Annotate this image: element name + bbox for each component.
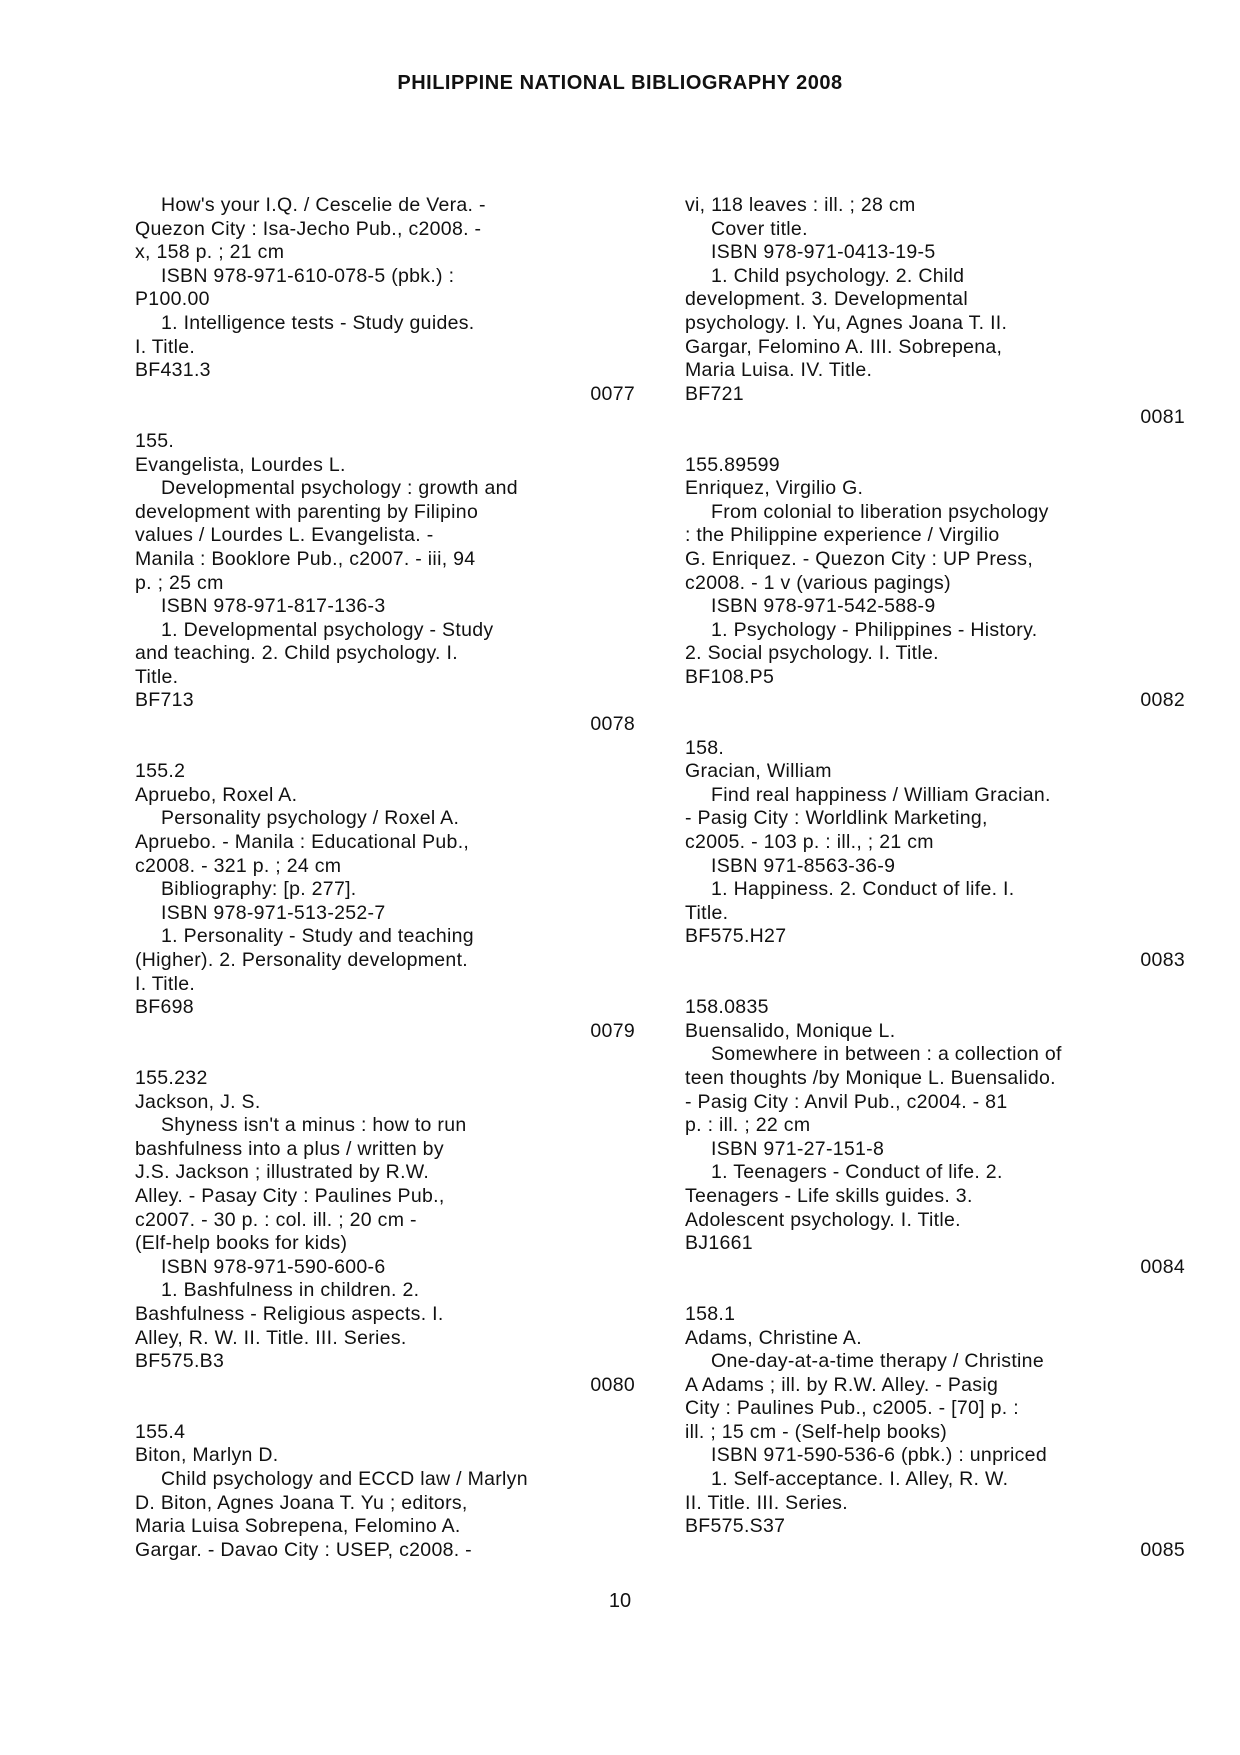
entry-line: Find real happiness / William Gracian.: [711, 783, 1051, 806]
entry-line: - Pasig City : Worldlink Marketing,: [685, 807, 988, 830]
entry-line: (Elf-help books for kids): [135, 1232, 348, 1255]
entry-line: Quezon City : Isa-Jecho Pub., c2008. -: [135, 217, 482, 240]
entry-spacer: [135, 406, 635, 430]
entry-line: G. Enriquez. - Quezon City : UP Press,: [685, 547, 1034, 570]
entry-line: ISBN 971-8563-36-9: [711, 854, 896, 877]
entry-line: ISBN 978-971-513-252-7: [161, 901, 386, 924]
entry-line: Title.: [685, 901, 729, 924]
entry-line: Title.: [135, 665, 179, 688]
entry-line: 1. Developmental psychology - Study: [161, 618, 494, 641]
entry-line: development. 3. Developmental: [685, 288, 968, 311]
entry-line: 155.2: [135, 760, 186, 783]
entry-line: : the Philippine experience / Virgilio: [685, 524, 1000, 547]
entry-line: ISBN 978-971-0413-19-5: [711, 241, 936, 264]
entry-line: BF431.3: [135, 359, 211, 382]
entry-line: Manila : Booklore Pub., c2007. - iii, 94: [135, 547, 476, 570]
entry-line: teen thoughts /by Monique L. Buensalido.: [685, 1066, 1056, 1089]
entry-line: Buensalido, Monique L.: [685, 1019, 896, 1042]
entry-line: 155.89599: [685, 453, 780, 476]
entry-line: 1. Happiness. 2. Conduct of life. I.: [711, 878, 1015, 901]
entry-line: D. Biton, Agnes Joana T. Yu ; editors,: [135, 1491, 468, 1514]
entry-line: BJ1661: [685, 1232, 753, 1255]
entry-line: 158.: [685, 736, 725, 759]
entry-line: ISBN 978-971-817-136-3: [161, 595, 386, 618]
entry-line: and teaching. 2. Child psychology. I.: [135, 642, 458, 665]
right-column: [685, 194, 1185, 1562]
entry-line: values / Lourdes L. Evangelista. -: [135, 524, 434, 547]
entry-line: Biton, Marlyn D.: [135, 1444, 279, 1467]
entry-line: Personality psychology / Roxel A.: [161, 807, 460, 830]
entry-spacer: [685, 1279, 1185, 1303]
entry-line: Somewhere in between : a collection of: [711, 1043, 1062, 1066]
entry-line: ISBN 978-971-590-600-6: [161, 1255, 386, 1278]
entry-line: Gargar, Felomino A. III. Sobrepena,: [685, 335, 1003, 358]
entry-line: vi, 118 leaves : ill. ; 28 cm: [685, 194, 916, 216]
entry-line: Shyness isn't a minus : how to run: [161, 1114, 467, 1137]
entry-line: c2008. - 1 v (various pagings): [685, 571, 951, 594]
entry-line: 1. Self-acceptance. I. Alley, R. W.: [711, 1468, 1009, 1491]
entry-line: c2008. - 321 p. ; 24 cm: [135, 854, 342, 877]
entry-line: Adolescent psychology. I. Title.: [685, 1208, 961, 1231]
entry-line: Maria Luisa Sobrepena, Felomino A.: [135, 1515, 461, 1538]
entry-line: 155.232: [135, 1066, 208, 1089]
entry-line: BF713: [135, 689, 194, 712]
entry-spacer: [135, 1397, 635, 1421]
entry-spacer: [685, 713, 1185, 737]
entry-line: 1. Child psychology. 2. Child: [711, 264, 965, 287]
entry-line: Teenagers - Life skills guides. 3.: [685, 1184, 973, 1207]
entry-line: psychology. I. Yu, Agnes Joana T. II.: [685, 311, 1008, 334]
entry-line: City : Paulines Pub., c2005. - [70] p. :: [685, 1397, 1019, 1420]
left-column: [135, 194, 635, 1562]
entry-number: 0079: [590, 1019, 635, 1042]
entry-line: p. ; 25 cm: [135, 571, 224, 594]
entry-line: 158.0835: [685, 996, 769, 1019]
page-number: 10: [608, 1590, 632, 1612]
entry-spacer: [685, 430, 1185, 454]
entry-line: ill. ; 15 cm - (Self-help books): [685, 1420, 948, 1443]
entry-line: Apruebo. - Manila : Educational Pub.,: [135, 831, 470, 854]
entry-line: Jackson, J. S.: [135, 1090, 261, 1113]
entry-line: Gargar. - Davao City : USEP, c2008. -: [135, 1538, 472, 1561]
entry-line: x, 158 p. ; 21 cm: [135, 241, 285, 264]
entry-line: Adams, Christine A.: [685, 1326, 862, 1349]
entry-line: 155.: [135, 429, 175, 452]
entry-line: One-day-at-a-time therapy / Christine: [711, 1350, 1044, 1373]
entry-spacer: [685, 973, 1185, 997]
entry-line: Apruebo, Roxel A.: [135, 783, 298, 806]
entry-line: Evangelista, Lourdes L.: [135, 453, 346, 476]
entry-line: I. Title.: [135, 335, 196, 358]
entry-spacer: [135, 1043, 635, 1067]
entry-line: 2. Social psychology. I. Title.: [685, 642, 939, 665]
entry-line: Cover title.: [711, 217, 808, 240]
entry-line: II. Title. III. Series.: [685, 1491, 848, 1514]
entry-spacer: [135, 737, 635, 761]
entry-number: 0085: [1140, 1538, 1185, 1561]
entry-line: BF575.S37: [685, 1515, 786, 1538]
entry-line: Bashfulness - Religious aspects. I.: [135, 1302, 444, 1325]
entry-line: Alley. - Pasay City : Paulines Pub.,: [135, 1184, 445, 1207]
entry-number: 0080: [590, 1373, 635, 1396]
entry-line: 1. Intelligence tests - Study guides.: [161, 311, 475, 334]
page-header: PHILIPPINE NATIONAL BIBLIOGRAPHY 2008: [397, 72, 843, 94]
entry-number: 0083: [1140, 949, 1185, 971]
entry-line: 155.4: [135, 1420, 186, 1443]
entry-line: c2007. - 30 p. : col. ill. ; 20 cm -: [135, 1208, 417, 1231]
entry-line: A Adams ; ill. by R.W. Alley. - Pasig: [685, 1373, 999, 1396]
entry-line: Gracian, William: [685, 760, 832, 783]
entry-line: 1. Psychology - Philippines - History.: [711, 618, 1038, 641]
entry-number: 0084: [1140, 1255, 1185, 1278]
entry-line: 1. Teenagers - Conduct of life. 2.: [711, 1161, 1003, 1184]
entry-line: 1. Personality - Study and teaching: [161, 925, 474, 948]
entry-line: P100.00: [135, 288, 210, 311]
entry-number: 0082: [1140, 689, 1185, 712]
entry-line: Developmental psychology : growth and: [161, 477, 518, 500]
entry-line: J.S. Jackson ; illustrated by R.W.: [135, 1161, 430, 1184]
entry-line: Child psychology and ECCD law / Marlyn: [161, 1468, 528, 1491]
entry-line: bashfulness into a plus / written by: [135, 1137, 444, 1160]
entry-number: 0077: [590, 382, 635, 405]
entry-line: c2005. - 103 p. : ill., ; 21 cm: [685, 831, 934, 854]
entry-line: From colonial to liberation psychology: [711, 500, 1049, 523]
entry-line: I. Title.: [135, 972, 196, 995]
entry-number: 0081: [1140, 406, 1185, 429]
entry-number: 0078: [590, 713, 635, 736]
entry-line: development with parenting by Filipino: [135, 500, 479, 523]
entry-line: BF108.P5: [685, 665, 775, 688]
entry-line: Maria Luisa. IV. Title.: [685, 359, 873, 382]
entry-line: Alley, R. W. II. Title. III. Series.: [135, 1326, 407, 1349]
entry-line: p. : ill. ; 22 cm: [685, 1114, 811, 1137]
entry-line: 1. Bashfulness in children. 2.: [161, 1279, 420, 1302]
entry-line: How's your I.Q. / Cescelie de Vera. -: [161, 194, 486, 216]
entry-line: BF575.H27: [685, 925, 787, 948]
entry-line: ISBN 971-590-536-6 (pbk.) : unpriced: [711, 1444, 1047, 1467]
entry-line: Enriquez, Virgilio G.: [685, 477, 864, 500]
entry-line: ISBN 978-971-542-588-9: [711, 595, 936, 618]
entry-line: BF721: [685, 382, 744, 405]
entry-line: ISBN 978-971-610-078-5 (pbk.) :: [161, 264, 455, 287]
entry-line: - Pasig City : Anvil Pub., c2004. - 81: [685, 1090, 1008, 1113]
entry-line: 158.1: [685, 1302, 736, 1325]
entry-line: ISBN 971-27-151-8: [711, 1137, 885, 1160]
entry-line: (Higher). 2. Personality development.: [135, 949, 469, 971]
entry-line: Bibliography: [p. 277].: [161, 878, 357, 901]
entry-line: BF575.B3: [135, 1350, 225, 1373]
entry-line: BF698: [135, 996, 194, 1019]
